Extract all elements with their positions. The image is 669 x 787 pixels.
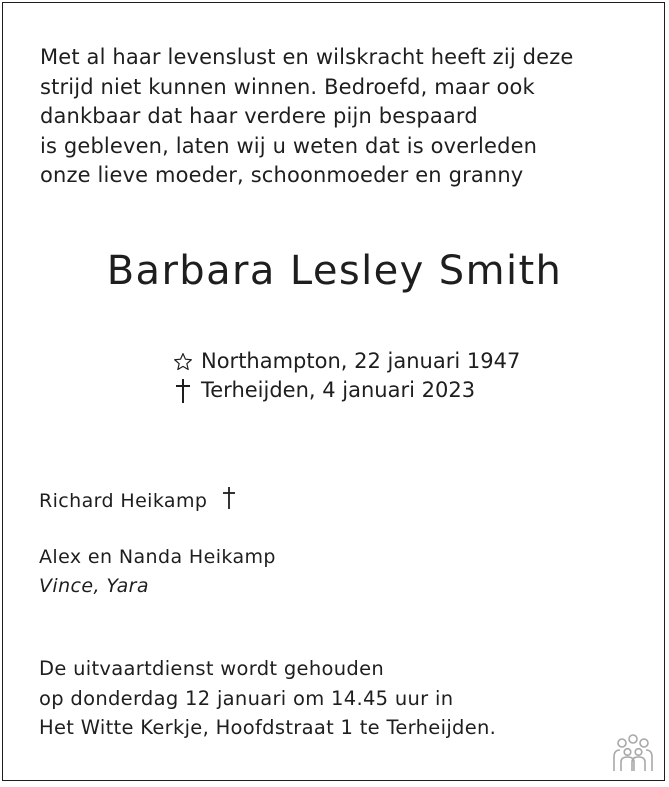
family-name: Richard Heikamp: [39, 489, 208, 512]
death-row: [173, 376, 520, 405]
birth-text: Northampton, 22 januari 1947: [201, 349, 521, 373]
service-line: Het Witte Kerkje, Hoofdstraat 1 te Terheijden.: [39, 716, 497, 739]
cross-icon: [221, 486, 237, 515]
intro-line: Met al haar levenslust en wilskracht heeft zij deze: [40, 45, 574, 69]
family-line-3: Vince, Yara: [39, 575, 149, 597]
birth-row: [173, 347, 520, 376]
deceased-name: Barbara Lesley Smith: [106, 248, 563, 294]
intro-text: [40, 43, 640, 191]
family-line-2: Alex en Nanda Heikamp: [39, 546, 276, 568]
intro-line: onze lieve moeder, schoonmoeder en granny: [40, 163, 524, 187]
life-dates: [173, 347, 520, 405]
intro-line: strijd niet kunnen winnen. Bedroefd, maar ook: [40, 74, 535, 99]
service-line: op donderdag 12 januari om 14.45 uur in: [39, 686, 454, 710]
cross-icon: [173, 378, 201, 404]
intro-line: is gebleven, laten wij u weten dat is overleden: [40, 133, 538, 158]
people-group-logo-icon: [608, 733, 658, 773]
service-info: [39, 654, 496, 743]
star-outline-icon: [173, 352, 201, 372]
service-line: De uitvaartdienst wordt gehouden: [39, 657, 385, 680]
intro-line: dankbaar dat haar verdere pijn bespaard: [40, 104, 478, 128]
death-text: Terheijden, 4 januari 2023: [201, 378, 476, 402]
family-line-1: [39, 486, 237, 515]
